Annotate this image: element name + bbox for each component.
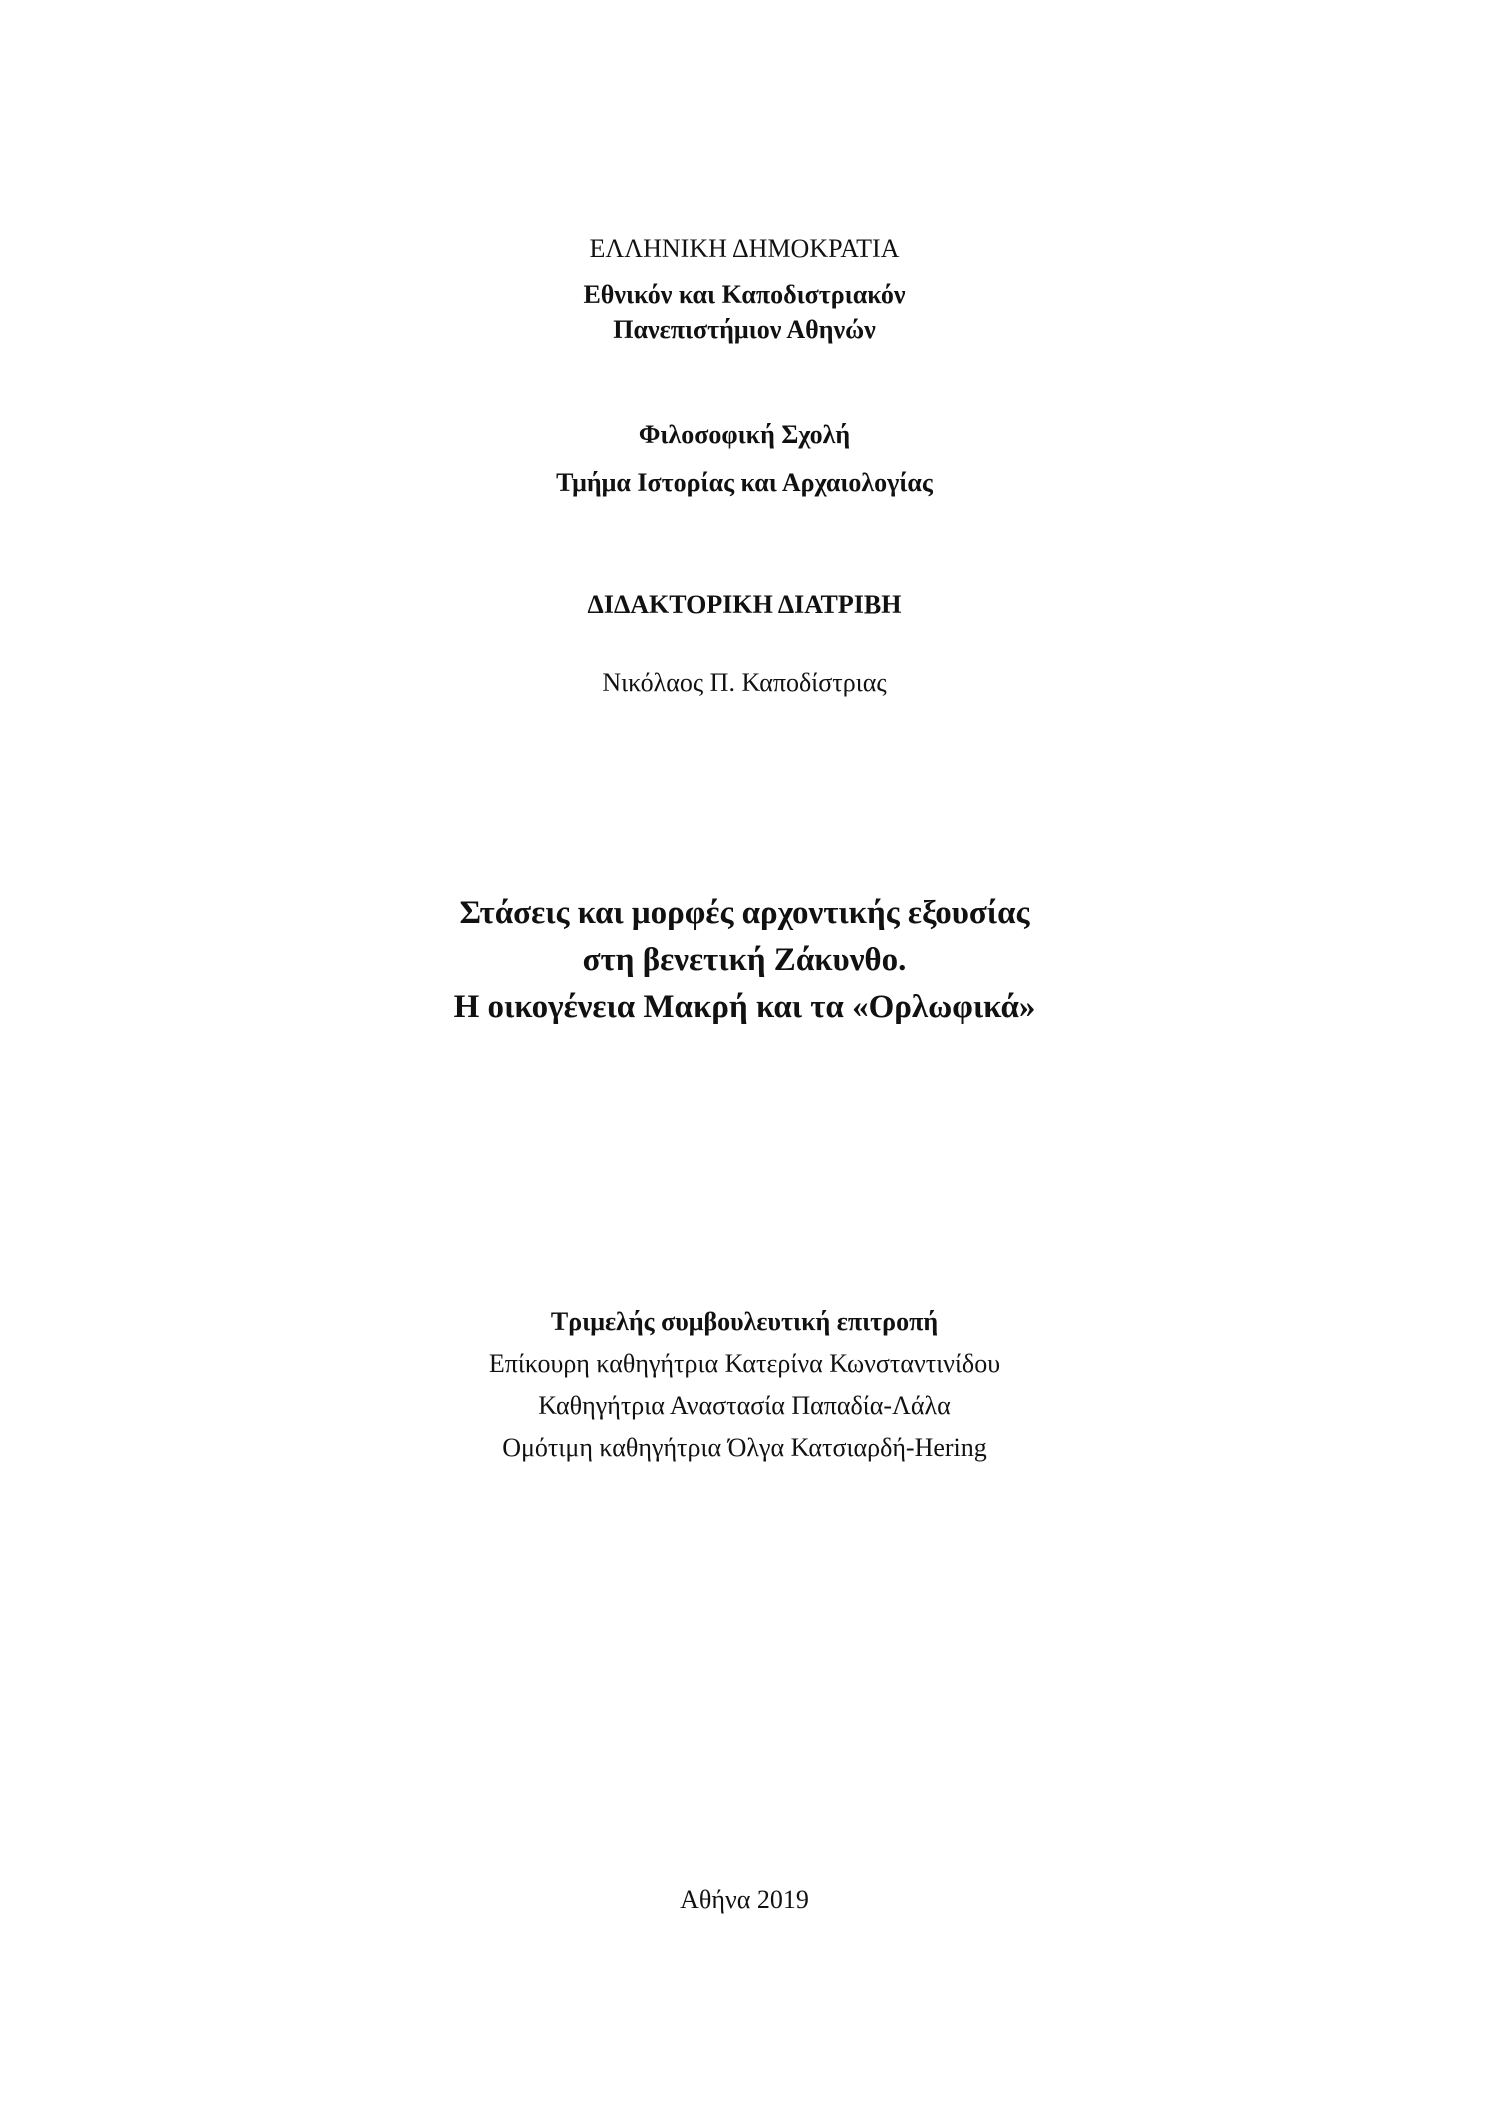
place-and-date: Αθήνα 2019 [680,1885,809,1914]
thesis-title-line-3: Η οικογένεια Μακρή και τα «Ορλωφικά» [453,989,1036,1025]
university-name-line-2: Πανεπιστήμιον Αθηνών [613,315,876,344]
author-name: Νικόλαος Π. Καποδίστριας [602,668,887,697]
department-name: Τμήμα Ιστορίας και Αρχαιολογίας [556,468,933,497]
committee-heading: Τριμελής συμβουλευτική επιτροπή [550,1307,939,1336]
thesis-title-line-1: Στάσεις και μορφές αρχοντικής εξουσίας [459,895,1030,931]
document-type: ΔΙΔΑΚΤΟΡΙΚΗ ΔΙΑΤΡΙΒΗ [587,590,902,619]
committee-member-1: Επίκουρη καθηγήτρια Κατερίνα Κωνσταντινίδου [488,1349,1001,1378]
faculty-name: Φιλοσοφική Σχολή [638,420,851,449]
republic-heading: ΕΛΛΗΝΙΚΗ ΔΗΜΟΚΡΑΤΙΑ [589,234,900,263]
committee-member-2: Καθηγήτρια Αναστασία Παπαδία-Λάλα [538,1391,951,1420]
university-name-line-1: Εθνικόν και Καποδιστριακόν [583,280,906,309]
thesis-title-line-2: στη βενετική Ζάκυνθο. [582,942,907,978]
committee-member-3: Ομότιμη καθηγήτρια Όλγα Κατσιαρδή-Hering [502,1433,987,1462]
